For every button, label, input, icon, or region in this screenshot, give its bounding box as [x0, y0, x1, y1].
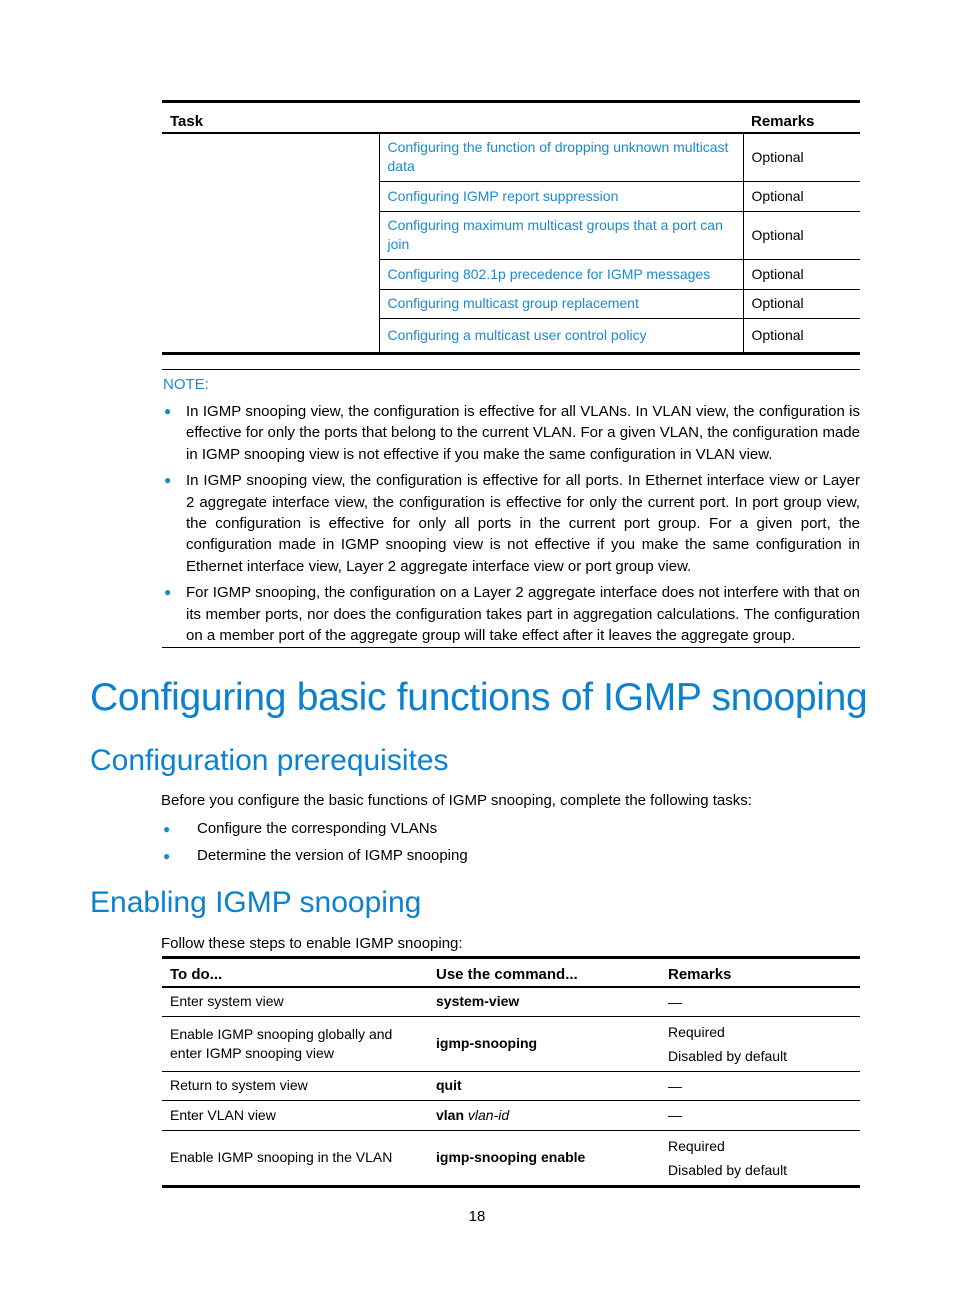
note-item: [162, 582, 860, 646]
list-item: [161, 846, 468, 873]
table-row: [162, 133, 860, 181]
table-row: [162, 1016, 860, 1071]
prereq-list: [161, 819, 468, 873]
enable-heading: Enabling IGMP snooping: [90, 886, 422, 919]
remark-line: Disabled by default: [668, 1161, 788, 1178]
remarks-cell: [660, 1130, 860, 1186]
command-keyword: igmp-snooping enable: [436, 1149, 586, 1165]
remark-line: Required: [668, 1137, 725, 1154]
task-remark: Optional: [743, 133, 860, 181]
prereq-heading: Configuration prerequisites: [90, 744, 449, 777]
command-argument: vlan-id: [467, 1106, 510, 1123]
bullet-icon: ●: [164, 473, 172, 488]
table-row: [162, 1100, 860, 1130]
command-cell: [428, 1130, 660, 1186]
command-keyword: igmp-snooping: [436, 1035, 538, 1051]
command-cell: [428, 1100, 660, 1130]
command-table-header: [162, 958, 860, 988]
task-column-header: Task: [162, 102, 743, 134]
remarks-cell: [660, 1071, 860, 1100]
prereq-item-text: Determine the version of IGMP snooping: [197, 847, 468, 864]
table-row: [162, 987, 860, 1016]
command-keyword: vlan: [436, 1106, 465, 1123]
prereq-item-text: Configure the corresponding VLANs: [197, 820, 438, 837]
task-link[interactable]: Configuring a multicast user control policy: [379, 318, 743, 353]
command-table: [162, 956, 860, 1188]
todo-cell: Return to system view: [162, 1071, 428, 1100]
bullet-icon: ●: [163, 849, 171, 863]
task-link[interactable]: Configuring maximum multicast groups that a port can join: [379, 211, 743, 259]
todo-cell: Enable IGMP snooping in the VLAN: [162, 1130, 428, 1186]
task-link[interactable]: Configuring multicast group replacement: [379, 289, 743, 318]
task-link[interactable]: Configuring the function of dropping unknown multicast data: [379, 133, 743, 181]
prereq-intro: Before you configure the basic functions of IGMP snooping, complete the following tasks:: [161, 792, 752, 809]
todo-cell: Enable IGMP snooping globally and enter IGMP snooping view: [162, 1016, 428, 1071]
remark-line: —: [668, 993, 682, 1010]
command-keyword: quit: [436, 1077, 462, 1093]
remarks-cell: [660, 1016, 860, 1071]
command-cell: [428, 987, 660, 1016]
remark-line: Disabled by default: [668, 1047, 788, 1064]
table-row: [162, 1130, 860, 1186]
task-remark: Optional: [743, 259, 860, 289]
todo-cell: Enter VLAN view: [162, 1100, 428, 1130]
note-box: [162, 369, 860, 648]
note-text: In IGMP snooping view, the configuration is effective for all VLANs. In VLAN view, the configuration is effective for only the ports that belong to the current VLAN. For a given VLAN, the configuration made in IGMP snooping view is not effective if you make the same configuration in VLAN view.: [186, 403, 860, 463]
task-table: [162, 100, 860, 355]
remarks-cell: [660, 1100, 860, 1130]
task-remark: Optional: [743, 318, 860, 353]
remarks-cell: [660, 987, 860, 1016]
todo-column-header: To do...: [162, 958, 428, 988]
todo-cell: Enter system view: [162, 987, 428, 1016]
task-group-cell: [162, 133, 379, 353]
note-label: NOTE:: [163, 376, 209, 393]
note-text: For IGMP snooping, the configuration on a Layer 2 aggregate interface does not interfere with that on its member ports, nor does the configuration takes part in aggregation calculations. The configuration on a member port of the aggregate group will take effect after it leaves the aggregate group.: [186, 584, 860, 644]
note-list: [162, 401, 860, 646]
task-table-header: [162, 102, 860, 134]
command-keyword: system-view: [436, 993, 520, 1010]
bullet-icon: ●: [163, 822, 171, 836]
table-row: [162, 1071, 860, 1100]
task-link[interactable]: Configuring 802.1p precedence for IGMP messages: [379, 259, 743, 289]
page-number: 18: [468, 1208, 486, 1225]
note-item: [162, 470, 860, 576]
remarks-column-header: Remarks: [660, 958, 860, 988]
enable-intro: Follow these steps to enable IGMP snooping:: [161, 935, 463, 952]
remark-line: Required: [668, 1023, 725, 1040]
remark-line: —: [668, 1077, 682, 1094]
bullet-icon: ●: [164, 404, 172, 418]
command-column-header: Use the command...: [428, 958, 660, 988]
remarks-column-header: Remarks: [743, 102, 860, 134]
note-text: In IGMP snooping view, the configuration is effective for all ports. In Ethernet interface view or Layer 2 aggregate interface view, the configuration is effective for only the current port. In port group view, the configuration is effective for only all ports in the current port group. For a given port, the configuration made in IGMP snooping view is not effective if you make the same configuration in Ethernet interface view, Layer 2 aggregate interface view or port group view.: [186, 472, 860, 575]
command-cell: [428, 1016, 660, 1071]
task-remark: Optional: [743, 211, 860, 259]
remark-line: —: [668, 1107, 682, 1123]
list-item: [161, 819, 468, 846]
note-item: [162, 401, 860, 465]
main-heading: Configuring basic functions of IGMP snooping: [90, 676, 868, 719]
bullet-icon: ●: [164, 585, 172, 600]
command-cell: [428, 1071, 660, 1100]
task-remark: Optional: [743, 289, 860, 318]
task-link[interactable]: Configuring IGMP report suppression: [379, 181, 743, 211]
task-remark: Optional: [743, 181, 860, 211]
